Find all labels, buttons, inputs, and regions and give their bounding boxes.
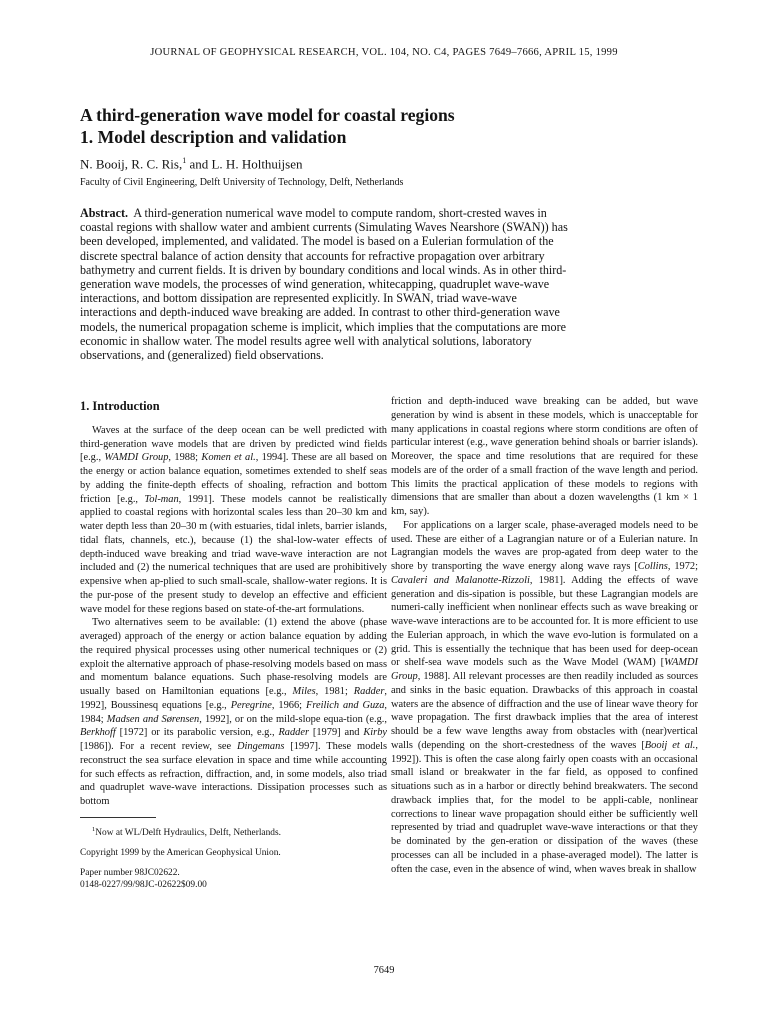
intro-paragraph-2 [80,616,387,809]
abstract-text: A third-generation numerical wave model to compute random, short-crested waves in coastal regions with shallow water and ambient currents (Simulating Waves Nearshore (SWAN)) has been developed, implemented, and validated. The model is based on a Eulerian formulation of the discrete spectral balance of action density that accounts for refractive propagation over arbitrary bathymetry and current fields. It is driven by boundary conditions and local winds. As in other third-generation wave models, the processes of wind generation, whitecapping, quadruplet wave-wave interactions, and bottom dissipation are represented explicitly. In SWAN, triad wave-wave interactions and depth-induced wave breaking are added. In contrast to other third-generation wave models, the numerical propagation scheme is implicit, which implies that the computations are more economic in shallow water. The model results agree well with analytical solutions, laboratory observations, and (generalized) field observations. [80,206,568,363]
intro-paragraph-3 [391,519,698,877]
affiliation: Faculty of Civil Engineering, Delft University of Technology, Delft, Netherlands [80,177,404,189]
journal-header: JOURNAL OF GEOPHYSICAL RESEARCH, VOL. 104, NO. C4, PAGES 7649–7666, APRIL 15, 1999 [150,47,618,58]
paragraph-text: [1986]). For a recent review, see [80,741,238,752]
intro-paragraph-1 [80,424,387,617]
paragraph-text: Two alternatives seem to be available: (1) extend the above (phase averaged) approach of the energy or action balance equation by adding the required physical processes using other numerical techniques or (2) exploit the alternative approach of phase-resolving models based on mass and momentum balance equations. Such phase-resolving models are usually based on Hamiltonian equations [e.g., [80,617,387,697]
footnote-divider [80,817,156,818]
abstract [80,206,576,362]
paragraph-text: For applications on a larger scale, phase-averaged models need to be used. These are either of a Lagrangian nature or of a Eulerian nature. In Lagrangian models the waves are prop-agated from deep water to the shore by transporting the wave energy along wave rays [ [391,519,698,572]
citation-author: Tol-man [144,493,179,505]
title-block [80,104,700,188]
paragraph-text: , 1984; [80,699,387,725]
citation-author: WAMDI Group [391,657,698,682]
citation-author: Cavaleri and Malanotte-Rizzoli [391,574,530,586]
abstract-label: Abstract. [80,206,129,220]
paragraph-text: , 1992], or on the mild-slope equa-tion (e.g., [199,713,387,725]
citation-author: Radder [353,686,385,697]
paragraph-text: , 1966; [271,699,306,711]
paper-title-line-2: 1. Model description and validation [80,127,347,147]
paper-title-line-1: A third-generation wave model for coastal regions [80,105,455,125]
citation-author: Komen et al. [201,452,256,464]
citation-author: Booij et al. [644,739,696,751]
paragraph-text: , 1981]. Adding the effects of wave generation and dis-sipation is possible, but these Lagrangian models are numeri-cally inefficient when nonlinear effects such as wave breaking or wave-wave interactions are to be accounted for. It is more efficient to use the Eulerian approach, in which the wave evo-lution is formulated on a grid. This is essentially the technique that has been used for deep-ocean or shelf-sea wave models such as the Wave Model (WAM) [ [391,574,698,669]
paragraph-text: , 1972; [667,561,698,572]
paragraph-text: , 1981; [315,686,354,697]
paragraph-text: [1979] and [309,727,364,739]
citation-author: Collins [637,561,668,572]
authors-part-b: and L. H. Holthuijsen [186,156,303,172]
intro-paragraph-2-continued: friction and depth-induced wave breaking can be added, but wave generation by wind is absent in these models, which is unacceptable for many applications in coastal regions where storm conditions are often of particular interest (e.g., wave generation behind shoals or barrier islands). Moreover, the space and time resolutions that are required for these models are of the order of a small fraction of the wave length and period. This limits the practical application of these models to regions with dimensions that are smaller than about a dozen wavelengths (1 km × 1 km, say). [391,396,698,517]
footnote-text: Now at WL/Delft Hydraulics, Delft, Netherlands. [95,827,281,838]
paragraph-text: , 1992], Boussinesq equations [e.g., [80,686,387,711]
citation-author: Madsen and Sørensen [106,713,200,725]
issn-code: 0148-0227/99/98JC-02622$09.00 [80,879,207,890]
paper-identifiers [80,867,387,891]
left-column [80,400,387,891]
footnote [92,824,387,839]
page-number: 7649 [373,965,395,976]
section-heading-introduction: 1. Introduction [80,399,160,413]
citation-author: Miles [292,686,316,697]
citation-author: Dingemans [237,741,285,752]
paragraph-text: , 1992]). This is often the case along fairly open coasts with an occasional small island or breakwater in the far field, as opposed to confined situations such as in a harbor or directly behind breakwaters. The second drawback implies that, for the model to be appli-cable, nonlinear corrections to linear wave propagation should either be sufficiently well represented by triad and quadruplet wave-wave interactions or that they be dominated by the gen-eration or dissipation of the waves (these processes can all be included in a phase-averaged model). The latter is often the case, even in the absence of wind, when waves break in shallow [391,739,699,875]
citation-author: Freilich and Guza [305,699,385,711]
author-list [80,156,700,172]
citation-author: Peregrine [230,699,272,711]
copyright-notice: Copyright 1999 by the American Geophysical Union. [80,847,281,858]
paragraph-text: , 1988; [168,452,202,464]
citation-author: Berkhoff [80,727,116,739]
paragraph-text: Waves at the surface of the deep ocean can be well predicted with third-generation wave models that are driven by predicted wind fields [e.g., [80,424,387,464]
paragraph-text: , 1988]. All relevant processes are then readily included as sources and sinks in the basic equation. Drawbacks of this approach in coastal waters are the absence of diffraction and the use of linear wave theory for wave propagation. The first drawback implies that the area of interest should be a few wave lengths away from obstacles with (near)vertical walls (depending on the short-crestedness of the waves [ [391,671,698,751]
paper-number: Paper number 98JC02622. [80,867,180,878]
author-footnote-mark: 1 [182,156,187,165]
footnote-mark: 1 [92,825,96,833]
paragraph-text: , 1994]. These are all based on the energy or action balance equation, sometimes extended to shelf seas by adding the finite-depth effects of shoaling, refraction and bottom friction [e.g., [80,452,387,505]
paragraph-text: , 1991]. These models cannot be realistically applied to coastal regions with horizontal scales less than 20–30 km and water depth less than 20–30 m (with estuaries, tidal inlets, barrier islands, tidal flats, channels, etc.), because (1) the shal-low-water effects of depth-induced wave breaking and triad wave-wave interaction are not included and (2) the numerical techniques that are used are prohibitively expensive when ap-plied to such small-scale, shallow-water regions. It is the pur-pose of the present study to develop an effective and efficient wave model for these regions based on state-of-the-art formulations. [80,493,387,615]
authors-part-a: N. Booij, R. C. Ris, [80,156,183,172]
paragraph-text: [1997]. These models reconstruct the sea surface elevation in space and time while accounting for such effects as refraction, diffraction, and, in some models, also triad and quadruplet wave-wave interactions. Dissipation processes such as bottom [80,741,388,807]
citation-author: Radder [278,727,310,739]
paragraph-text: [1972] or its parabolic version, e.g., [115,727,279,739]
citation-author: WAMDI Group [104,452,169,464]
right-column [391,395,698,876]
citation-author: Kirby [363,727,387,739]
